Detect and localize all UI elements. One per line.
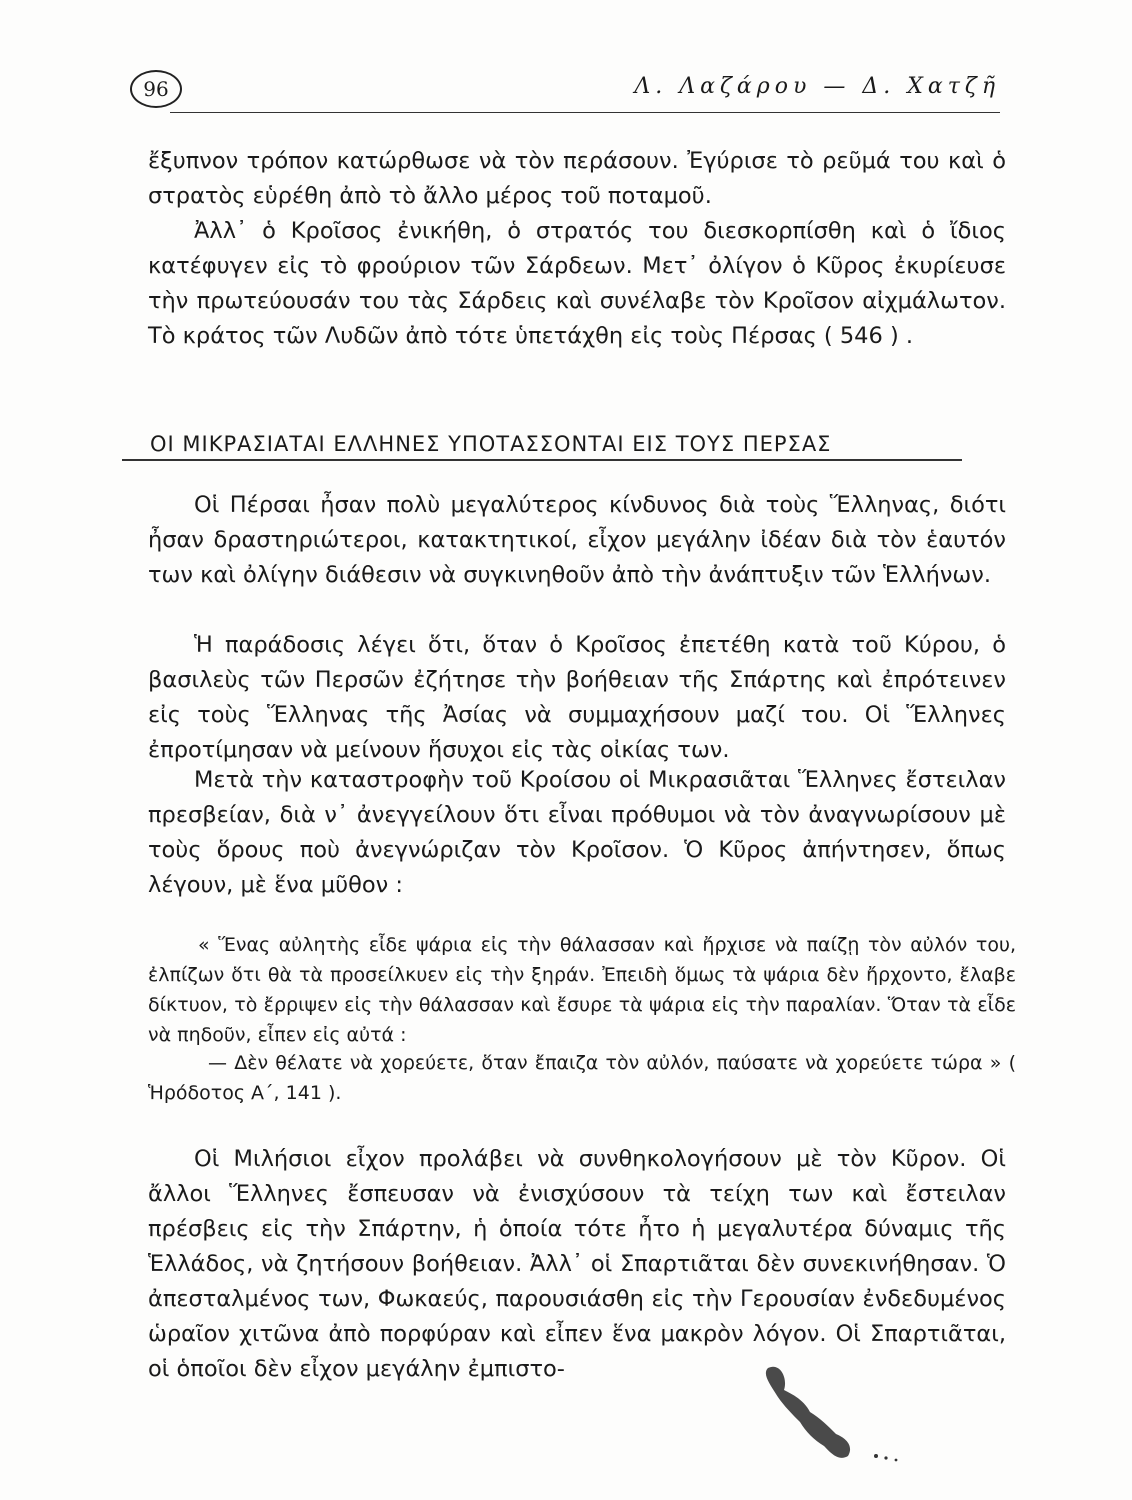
header-rule: [170, 112, 1000, 113]
ink-stain-blot: [758, 1360, 908, 1470]
page-number: 96: [130, 70, 182, 108]
fable-quote-dialogue: — Δὲν θέλατε νὰ χορεύετε, ὅταν ἔπαιζα τὸν αὐλόν, παύσατε νὰ χορεύετε τώρα » ( Ἡρόδοτος Α΄, 141 ).: [148, 1052, 1016, 1104]
running-head: Λ. Λαζάρου — Δ. Χατζῆ: [634, 74, 1000, 99]
page-header: [130, 62, 1000, 112]
paragraph-5: Μετὰ τὴν καταστροφὴν τοῦ Κροίσου οἱ Μικρασιᾶται Ἕλληνες ἔστειλαν πρεσβείαν, διὰ ν᾽ ἀνεγγείλουν ὅτι εἶναι πρόθυμοι νὰ τὸν ἀναγνωρίσουν μὲ τοὺς ὅρους ποὺ ἀνεγνώριζαν τὸν Κροῖσον. Ὁ Κῦρος ἀπήντησεν, ὅπως λέγουν, μὲ ἕνα μῦθον :: [148, 767, 1006, 898]
section-heading: ΟΙ ΜΙΚΡΑΣΙΑΤΑΙ ΕΛΛΗΝΕΣ ΥΠΟΤΑΣΣΟΝΤΑΙ ΕΙΣ ΤΟΥΣ ΠΕΡΣΑΣ: [150, 432, 832, 456]
paragraph-1: ἔξυπνον τρόπον κατώρθωσε νὰ τὸν περάσουν. Ἐγύρισε τὸ ρεῦμά του καὶ ὁ στρατὸς εὑρέθη ἀπὸ τὸ ἄλλο μέρος τοῦ ποταμοῦ.: [148, 148, 1006, 209]
paragraph-4: Ἡ παράδοσις λέγει ὅτι, ὅταν ὁ Κροῖσος ἐπετέθη κατὰ τοῦ Κύρου, ὁ βασιλεὺς τῶν Περσῶν ἐζήτησε τὴν βοήθειαν τῆς Σπάρτης καὶ ἐπρότεινεν εἰς τοὺς Ἕλληνας τῆς Ἀσίας νὰ συμμαχήσουν μαζί του. Οἱ Ἕλληνες ἐπροτίμησαν νὰ μείνουν ἥσυχοι εἰς τὰς οἰκίας των.: [148, 632, 1006, 763]
fable-quote: « Ἕνας αὐλητὴς εἶδε ψάρια εἰς τὴν θάλασσαν καὶ ἤρχισε νὰ παίζῃ τὸν αὐλόν του, ἐλπίζων ὅτι θὰ τὰ προσείλκυεν εἰς τὴν ξηράν. Ἐπειδὴ ὅμως τὰ ψάρια δὲν ἤρχοντο, ἔλαβε δίκτυον, τὸ ἔρριψεν εἰς τὴν θάλασσαν καὶ ἔσυρε τὰ ψάρια εἰς τὴν παραλίαν. Ὅταν τὰ εἶδε νὰ πηδοῦν, εἶπεν εἰς αὐτά :: [148, 934, 1016, 1046]
paragraph-6: Οἱ Μιλήσιοι εἶχον προλάβει νὰ συνθηκολογήσουν μὲ τὸν Κῦρον. Οἱ ἄλλοι Ἕλληνες ἔσπευσαν νὰ ἐνισχύσουν τὰ τείχη των καὶ ἔστειλαν πρέσβεις εἰς τὴν Σπάρτην, ἡ ὁποία τότε ἦτο ἡ μεγαλυτέρα δύναμις τῆς Ἑλλάδος, νὰ ζητήσουν βοήθειαν. Ἀλλ᾽ οἱ Σπαρτιᾶται δὲν συνεκινήθησαν. Ὁ ἀπεσταλμένος των, Φωκαεύς, παρουσιάσθη εἰς τὴν Γερουσίαν ἐνδεδυμένος ὡραῖον χιτῶνα ἀπὸ πορφύραν καὶ εἶπεν ἕνα μακρὸν λόγον. Οἱ Σπαρτιᾶται, οἱ ὁποῖοι δὲν εἶχον μεγάλην ἐμπιστο-: [148, 1146, 1006, 1382]
paragraph-2: Ἀλλ᾽ ὁ Κροῖσος ἐνικήθη, ὁ στρατός του διεσκορπίσθη καὶ ὁ ἴδιος κατέφυγεν εἰς τὸ φρούριον τῶν Σάρδεων. Μετ᾽ ὀλίγον ὁ Κῦρος ἐκυρίευσε τὴν πρωτεύουσάν του τὰς Σάρδεις καὶ συνέλαβε τὸν Κροῖσον αἰχμάλωτον. Τὸ κράτος τῶν Λυδῶν ἀπὸ τότε ὑπετάχθη εἰς τοὺς Πέρσας ( 546 ) .: [148, 218, 1006, 349]
paragraph-3: Οἱ Πέρσαι ἦσαν πολὺ μεγαλύτερος κίνδυνος διὰ τοὺς Ἕλληνας, διότι ἦσαν δραστηριώτεροι, κατακτητικοί, εἶχον μεγάλην ἰδέαν διὰ τὸν ἑαυτόν των καὶ ὀλίγην διάθεσιν νὰ συγκινηθοῦν ἀπὸ τὴν ἀνάπτυξιν τῶν Ἑλλήνων.: [148, 492, 1006, 588]
heading-underline: [122, 459, 962, 461]
